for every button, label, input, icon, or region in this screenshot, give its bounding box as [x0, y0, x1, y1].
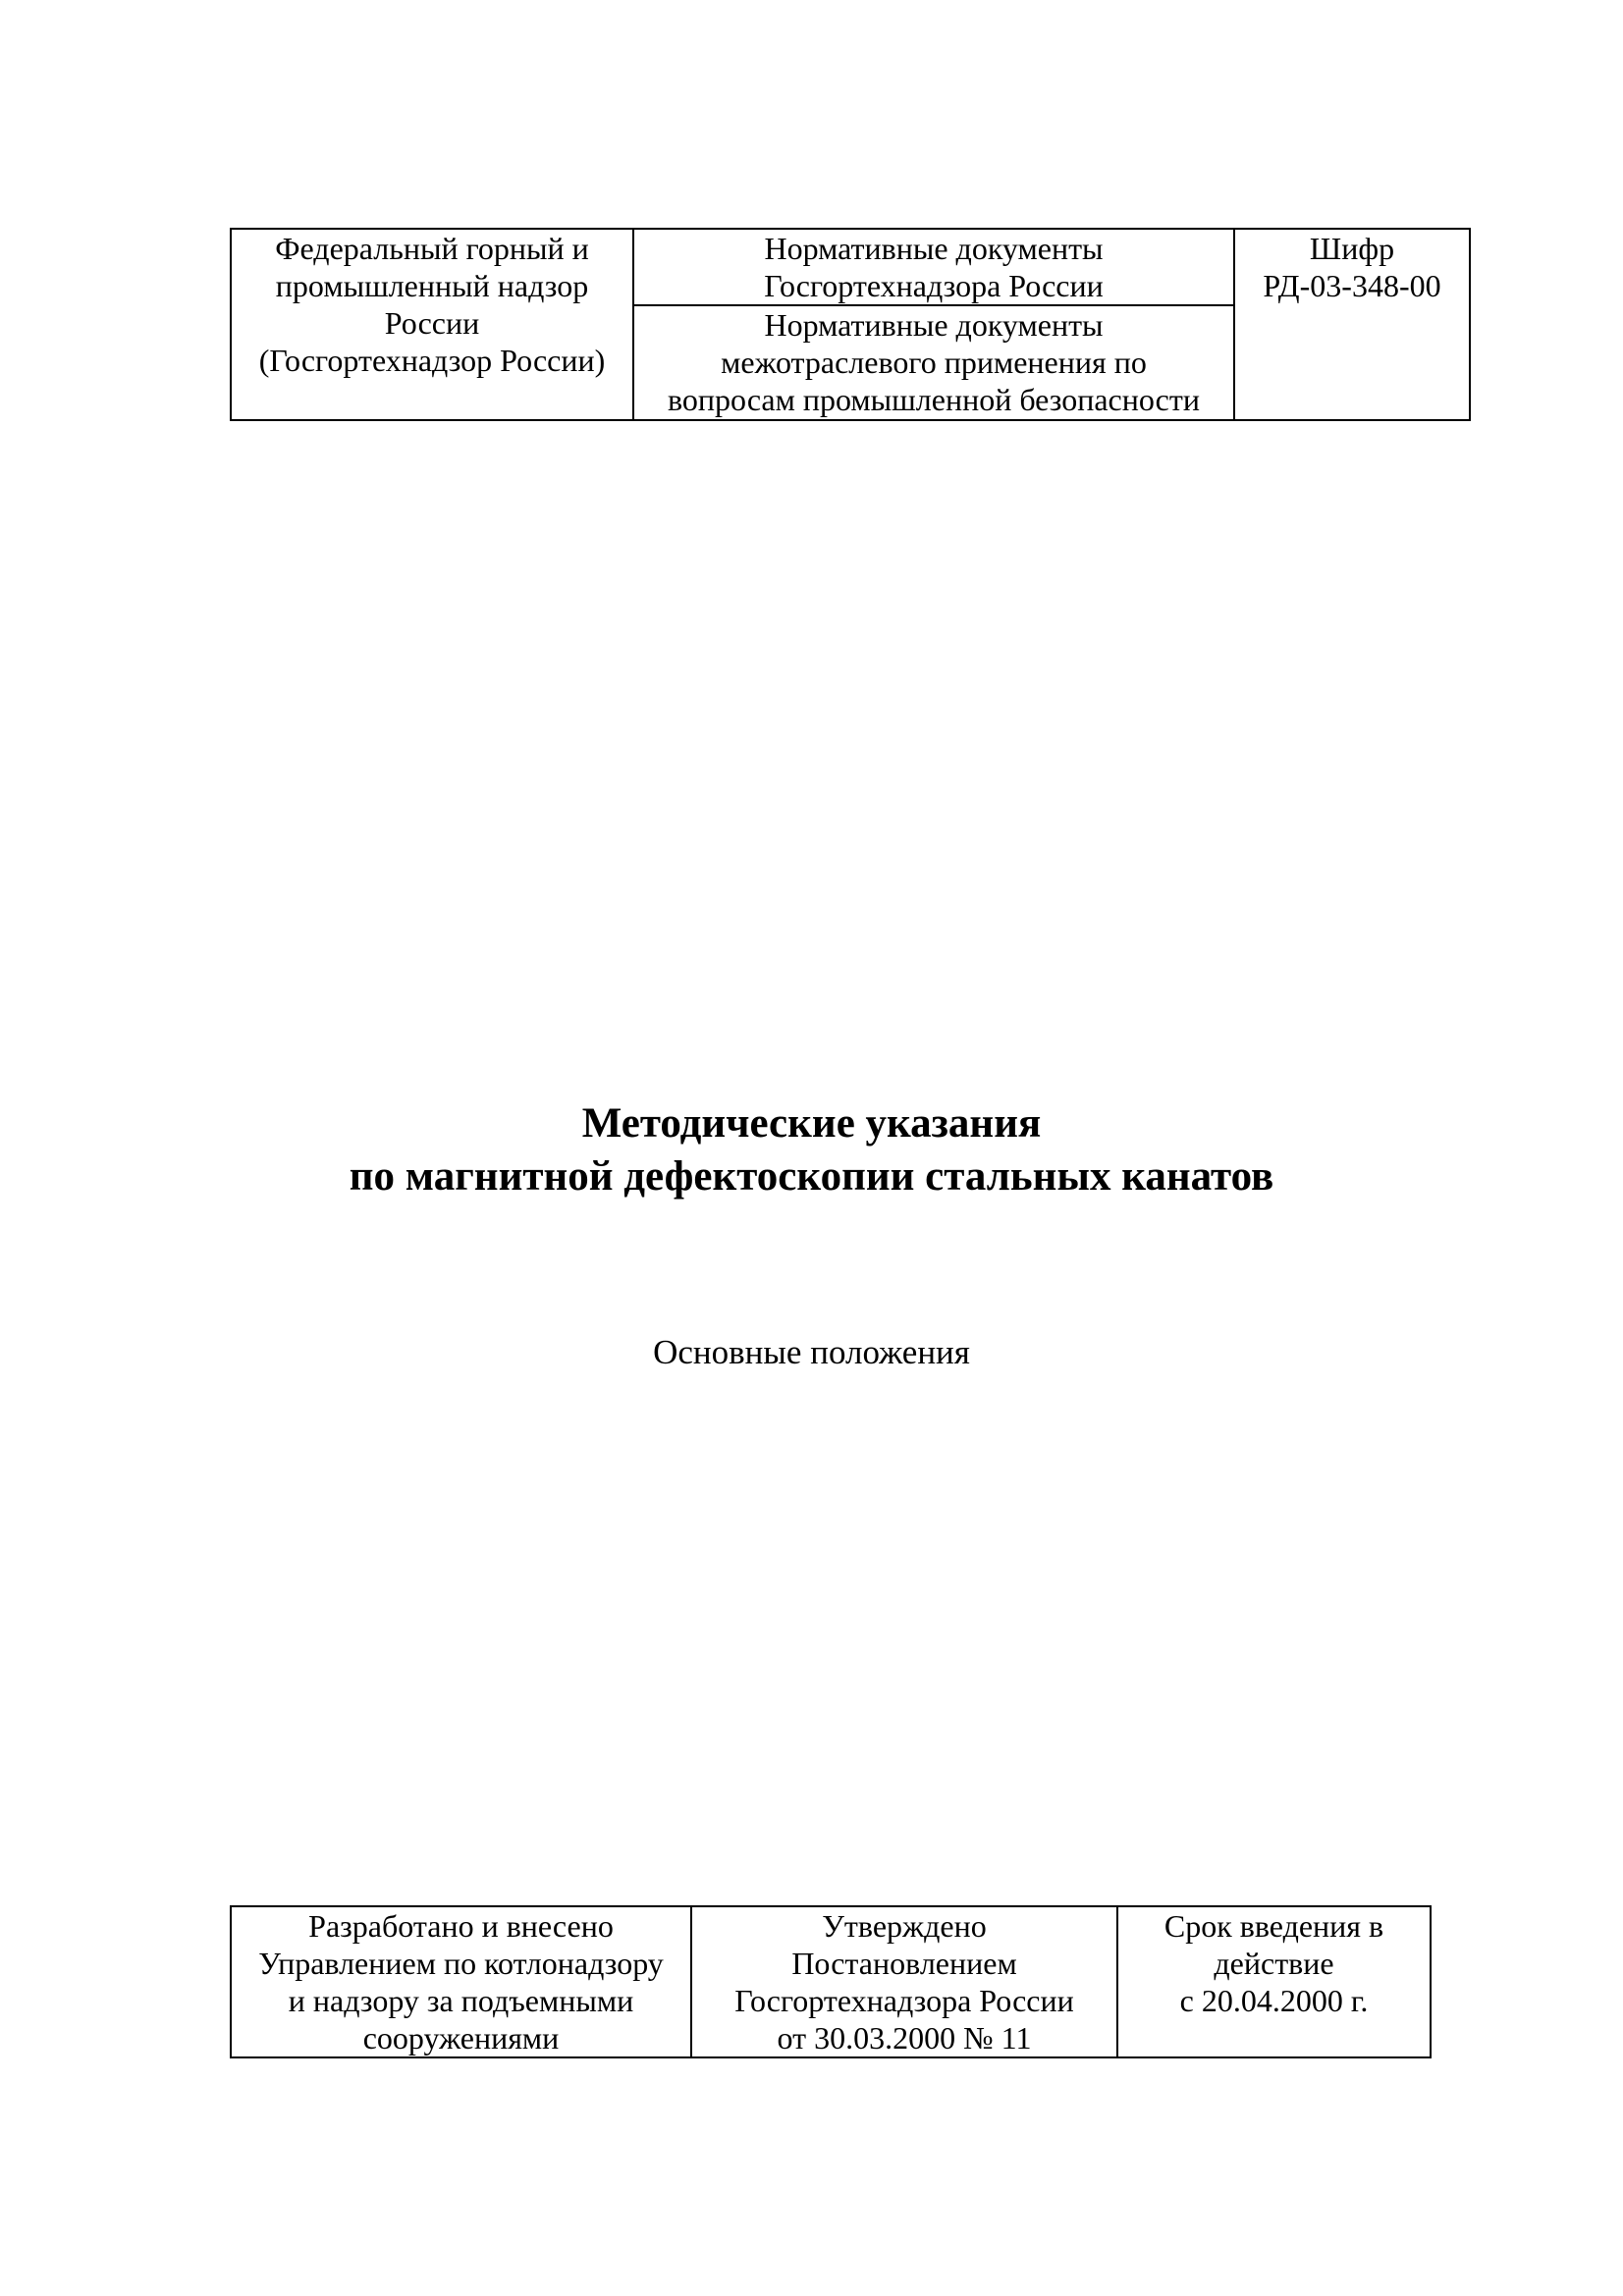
developed-cell	[231, 1906, 691, 2057]
approved-line: Госгортехнадзора России	[734, 1983, 1074, 2018]
authority-line: промышленный надзор	[275, 268, 589, 303]
developed-line: Разработано и внесено	[308, 1908, 614, 1944]
developed-line: Управлением по котлонадзору	[258, 1946, 664, 1981]
doc-type-line: Нормативные документы	[764, 307, 1104, 343]
code-label: Шифр	[1309, 231, 1395, 266]
authority-cell	[231, 229, 633, 420]
doc-type-line: вопросам промышленной безопасности	[668, 382, 1200, 417]
document-subtitle: Основные положения	[653, 1333, 970, 1371]
authority-line: России	[384, 305, 480, 341]
effective-line: с 20.04.2000 г.	[1179, 1983, 1369, 2018]
authority-line: (Госгортехнадзор России)	[258, 343, 606, 378]
approved-line: от 30.03.2000 № 11	[777, 2020, 1032, 2056]
effective-cell	[1117, 1906, 1431, 2057]
document-title	[0, 1097, 1623, 1203]
approved-line: Постановлением	[791, 1946, 1017, 1981]
developed-line: и надзору за подъемными	[288, 1983, 634, 2018]
title-line: по магнитной дефектоскопии стальных канатов	[349, 1153, 1274, 1200]
footer-table	[230, 1905, 1432, 2058]
doc-type-line: Госгортехнадзора России	[764, 268, 1104, 303]
effective-line: действие	[1214, 1946, 1334, 1981]
developed-line: сооружениями	[362, 2020, 560, 2056]
doc-type-cell-1	[633, 229, 1234, 305]
approved-cell	[691, 1906, 1117, 2057]
code-cell	[1234, 229, 1470, 420]
doc-type-line: межотраслевого применения по	[721, 345, 1147, 380]
approved-line: Утверждено	[822, 1908, 987, 1944]
doc-type-cell-2	[633, 305, 1234, 420]
header-table	[230, 228, 1471, 421]
title-line: Методические указания	[581, 1100, 1042, 1147]
authority-line: Федеральный горный и	[275, 231, 589, 266]
code-value: РД-03-348-00	[1263, 268, 1441, 303]
doc-type-line: Нормативные документы	[764, 231, 1104, 266]
effective-line: Срок введения в	[1163, 1908, 1384, 1944]
